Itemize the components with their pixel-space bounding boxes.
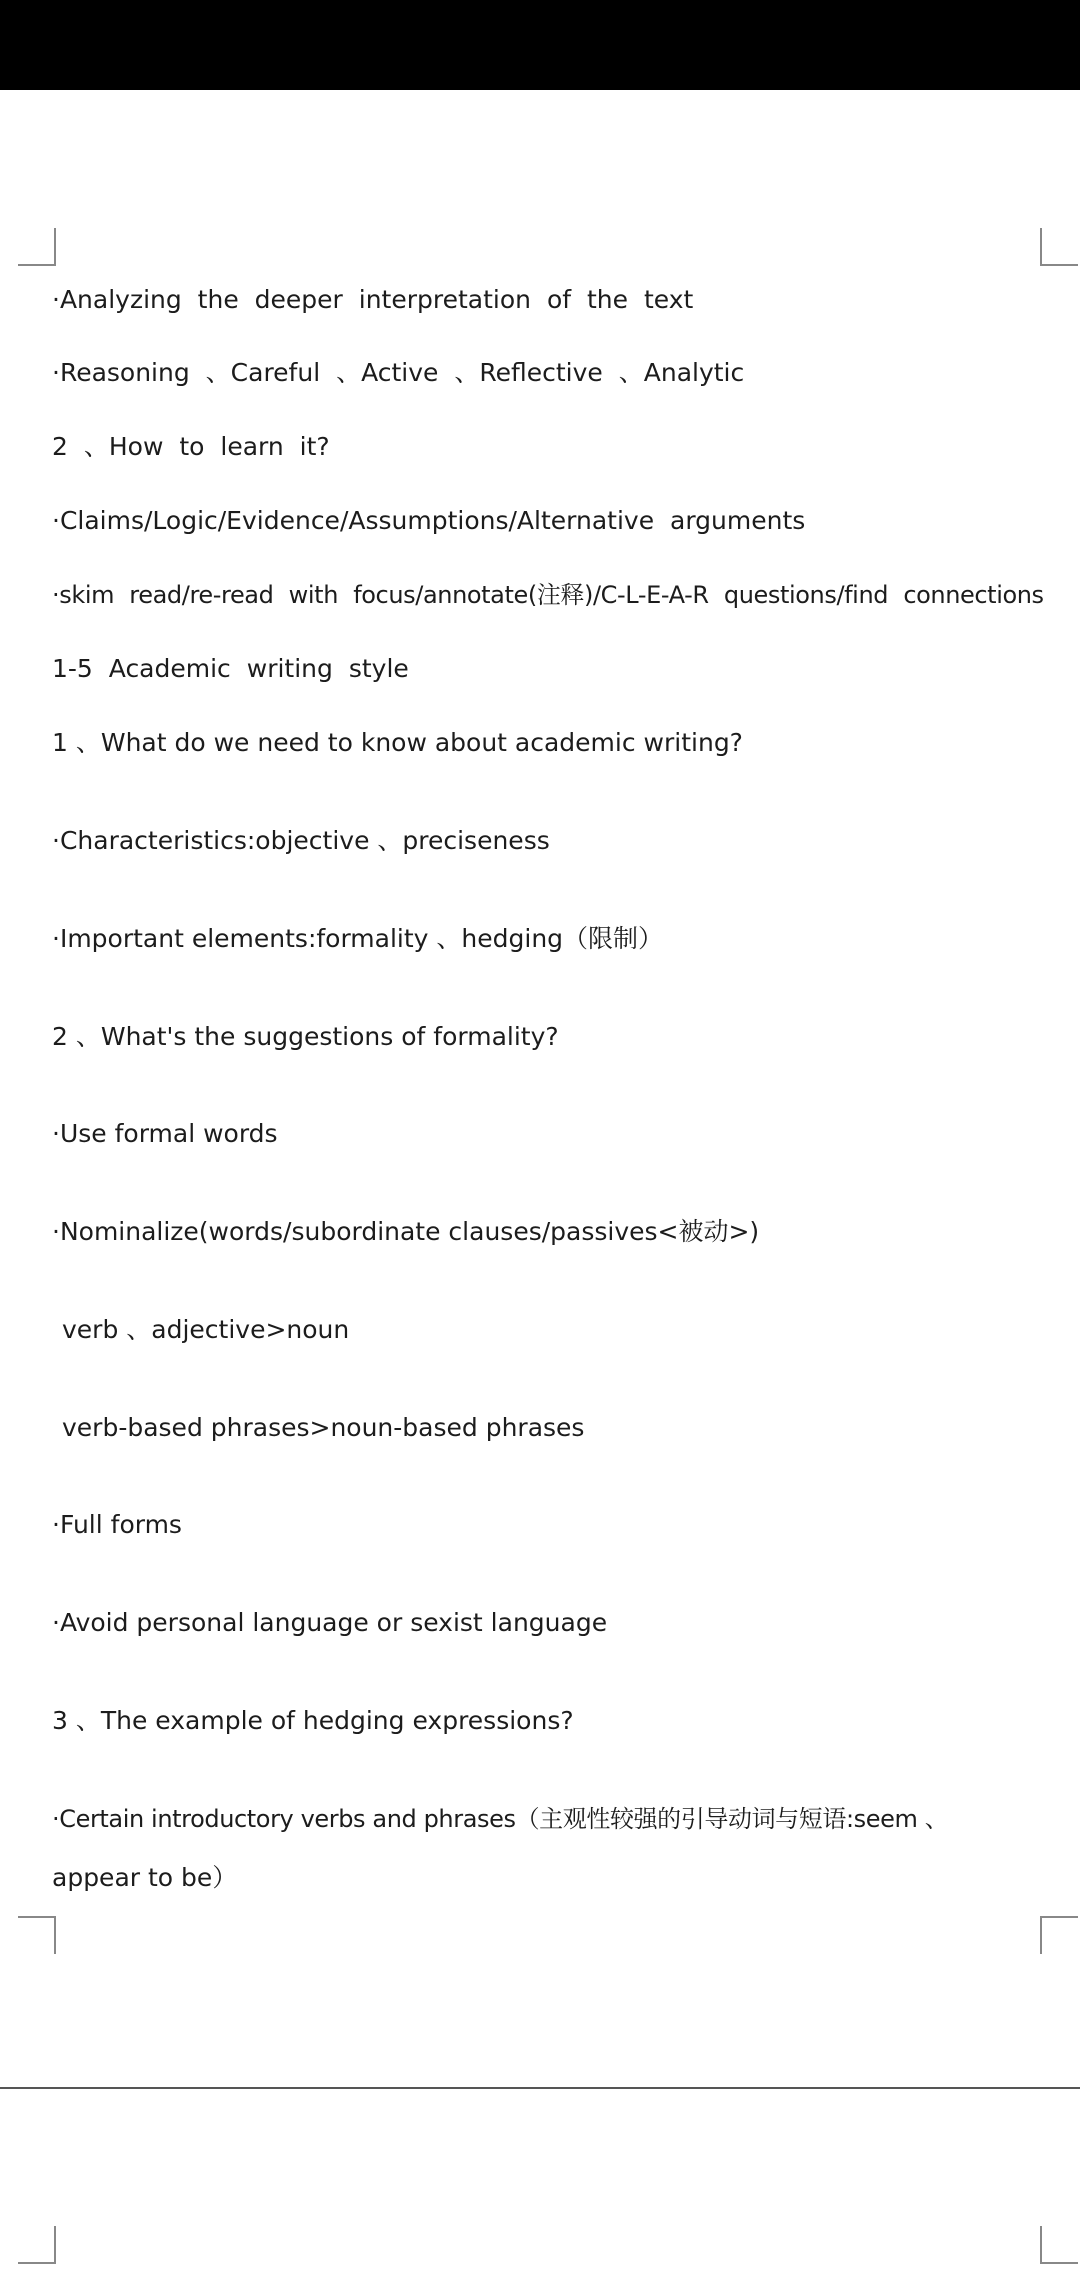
crop-mark-top-right	[1040, 228, 1078, 266]
text-line: ·Avoid personal language or sexist language	[52, 1608, 608, 1637]
text-line: 2 、How to learn it?	[52, 432, 330, 461]
text-line: ·Characteristics:objective 、preciseness	[52, 826, 550, 855]
text-line: 2 、What's the suggestions of formality?	[52, 1022, 559, 1051]
text-line: ·Full forms	[52, 1510, 182, 1539]
text-line: ·Certain introductory verbs and phrases（主观性较强的引导动词与短语:seem 、	[52, 1805, 949, 1833]
crop-mark-next-top-left	[18, 2226, 56, 2264]
text-line: verb 、adjective>noun	[62, 1315, 350, 1344]
crop-mark-bottom-left	[18, 1916, 56, 1954]
text-line: ·Claims/Logic/Evidence/Assumptions/Alternative arguments	[52, 506, 806, 535]
text-line: verb-based phrases>noun-based phrases	[62, 1413, 585, 1442]
text-line: ·Important elements:formality 、hedging（限制）	[52, 924, 664, 953]
text-line: ·Reasoning 、Careful 、Active 、Reflective 、Analytic	[52, 358, 745, 387]
crop-mark-next-top-right	[1040, 2226, 1078, 2264]
text-line: appear to be）	[52, 1863, 238, 1892]
next-document-page	[0, 2089, 1080, 2280]
text-line: ·skim read/re-read with focus/annotate(注释)/C-L-E-A-R questions/find connections	[52, 581, 1044, 609]
text-line: ·Nominalize(words/subordinate clauses/passives<被动>)	[52, 1217, 760, 1246]
text-line: ·Analyzing the deeper interpretation of the text	[52, 285, 694, 314]
status-bar	[0, 0, 1080, 90]
section-heading: 1-5 Academic writing style	[52, 654, 409, 683]
crop-mark-bottom-right	[1040, 1916, 1078, 1954]
text-line: ·Use formal words	[52, 1119, 278, 1148]
crop-mark-top-left	[18, 228, 56, 266]
text-line: 1 、What do we need to know about academic writing?	[52, 728, 743, 757]
text-line: 3 、The example of hedging expressions?	[52, 1706, 574, 1735]
